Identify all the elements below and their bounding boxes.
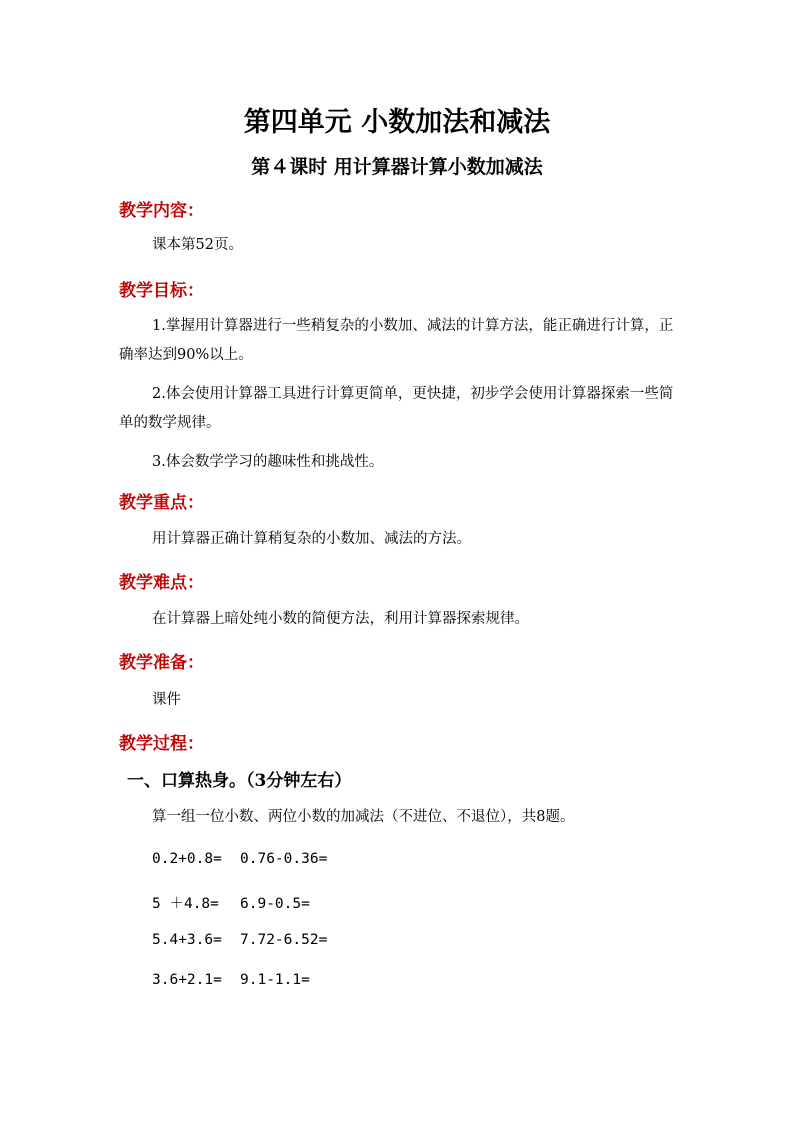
goal-item: 1.掌握用计算器进行一些稍复杂的小数加、减法的计算方法，能正确进行计算，正确率达到90%以上。	[119, 318, 674, 363]
key-points-heading: 教学重点：	[119, 493, 204, 513]
exercise-addition: 0.2+0.8=	[152, 851, 222, 867]
process-heading: 教学过程：	[119, 734, 204, 754]
content-text: 课本第52页。	[152, 237, 243, 253]
exercise-addition: 5 ＋4.8=	[152, 896, 219, 912]
lesson-title: 第４课时 用计算器计算小数加减法	[251, 156, 543, 178]
content-heading: 教学内容：	[119, 201, 204, 221]
unit-title: 第四单元 小数加法和减法	[243, 107, 551, 138]
goal-item: 2.体会使用计算器工具进行计算更简单，更快捷，初步学会使用计算器探索一些简单的数学规律。	[119, 386, 674, 431]
preparation-heading: 教学准备：	[119, 653, 204, 673]
warmup-section-title: 一、口算热身。（3分钟左右）	[127, 771, 352, 791]
goals-heading: 教学目标：	[119, 281, 204, 301]
key-points-text: 用计算器正确计算稍复杂的小数加、减法的方法。	[152, 531, 471, 547]
exercise-subtraction: 0.76-0.36=	[240, 851, 328, 867]
goal-item: 3.体会数学学习的趣味性和挑战性。	[152, 454, 384, 470]
exercise-row	[152, 892, 310, 913]
exercise-addition: 3.6+2.1=	[152, 972, 222, 988]
preparation-text: 课件	[152, 692, 181, 708]
difficulties-heading: 教学难点：	[119, 573, 204, 593]
exercise-subtraction: 7.72-6.52=	[240, 932, 328, 948]
warmup-description: 算一组一位小数、两位小数的加减法（不进位、不退位），共8题。	[152, 809, 575, 825]
exercise-subtraction: 6.9-0.5=	[240, 896, 310, 912]
exercise-row	[152, 932, 327, 948]
exercise-row	[152, 972, 310, 988]
exercise-row	[152, 851, 327, 867]
difficulties-text: 在计算器上暗处纯小数的简便方法，利用计算器探索规律。	[152, 611, 529, 627]
exercise-subtraction: 9.1-1.1=	[240, 972, 310, 988]
exercise-addition: 5.4+3.6=	[152, 932, 222, 948]
